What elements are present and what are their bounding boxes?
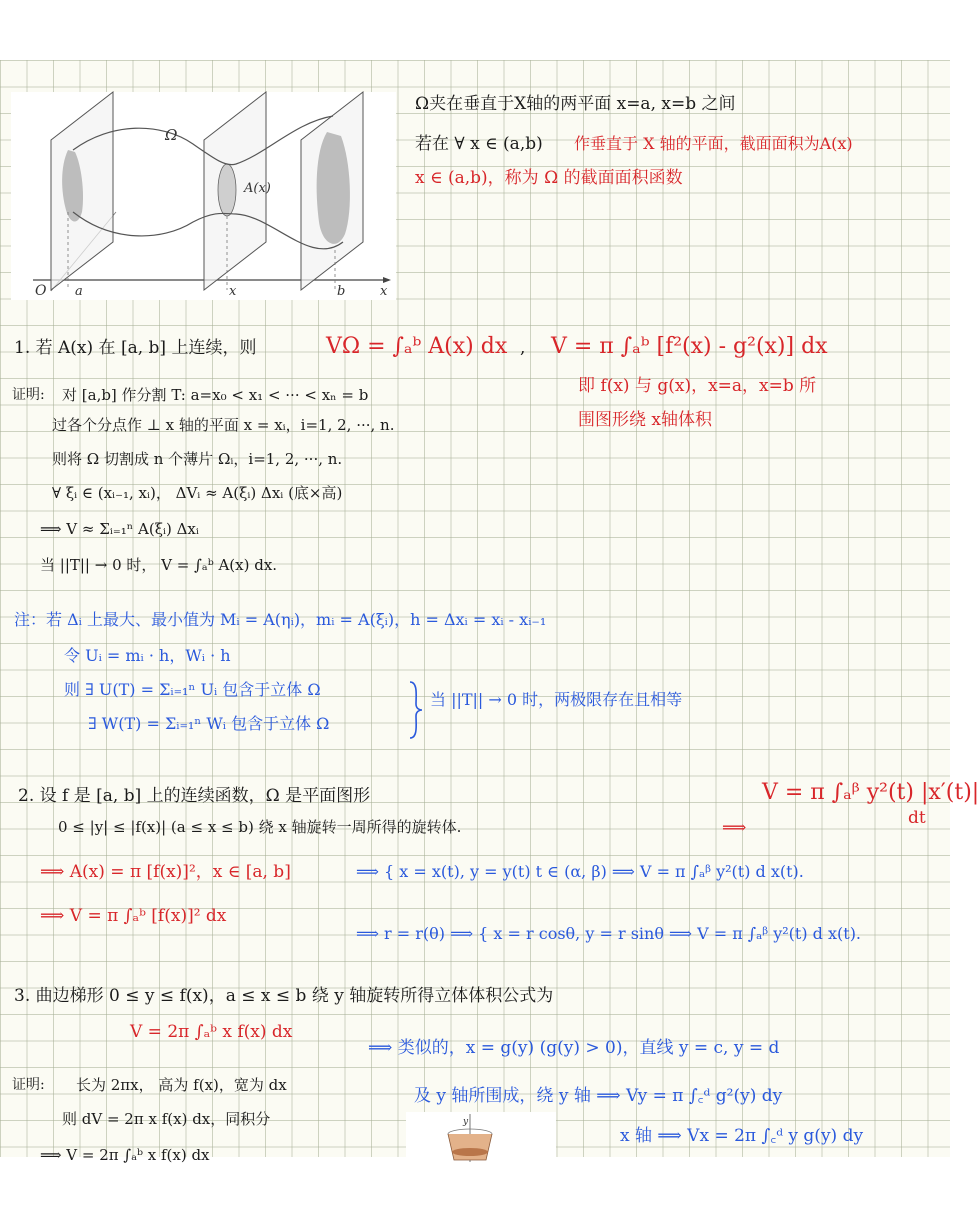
a-label: a xyxy=(75,284,83,299)
omega-label: Ω xyxy=(165,126,178,144)
section1-proof-line-6: 当 ||T|| → 0 时， V = ∫ₐᵇ A(x) dx. xyxy=(40,556,278,574)
xaxis-label: x xyxy=(380,284,388,299)
origin-label: O xyxy=(35,283,47,299)
section-ax xyxy=(218,164,236,216)
section3-proof-line-3: ⟹ V = 2π ∫ₐᵇ x f(x) dx xyxy=(40,1146,210,1164)
intro-line-2a: 若在 ∀ x ∈ (a,b) xyxy=(415,134,543,154)
section1-comma: , xyxy=(520,338,526,358)
section2-line-1: 2. 设 f 是 [a, b] 上的连续函数，Ω 是平面图形 xyxy=(18,786,371,806)
intro-line-3: x ∈ (a,b)，称为 Ω 的截面面积函数 xyxy=(415,168,683,188)
section2-dt: dt xyxy=(908,808,926,828)
section1-rotation-note-1: 即 f(x) 与 g(x)，x=a，x=b 所 xyxy=(578,376,817,396)
ax-label: A(x) xyxy=(244,181,271,196)
note-line-1: 注：若 Δᵢ 上最大、最小值为 Mᵢ = A(ηᵢ)，mᵢ = A(ξᵢ)，h = Δxᵢ = xᵢ - xᵢ₋₁ xyxy=(14,610,547,629)
notes-page xyxy=(0,60,979,1164)
section1-proof-line-3: 则将 Ω 切割成 n 个薄片 Ωᵢ，i=1, 2, ···, n. xyxy=(52,450,343,468)
shell-method-figure xyxy=(406,1112,556,1162)
section1-proof-line-5: ⟹ V ≈ Σᵢ₌₁ⁿ A(ξᵢ) Δxᵢ xyxy=(40,520,199,538)
section1-heading: 1. 若 A(x) 在 [a, b] 上连续，则 xyxy=(14,338,257,358)
note-line-2: 令 Uᵢ = mᵢ · h，Wᵢ · h xyxy=(64,646,231,665)
section2-red-line-1: ⟹ A(x) = π [f(x)]²，x ∈ [a, b] xyxy=(40,862,291,882)
section1-proof-line-1: 对 [a,b] 作分割 T: a=x₀ < x₁ < ··· < xₙ = b xyxy=(62,386,369,404)
x-axis-arrow xyxy=(383,277,391,283)
section1-rotation-formula: V = π ∫ₐᵇ [f²(x) - g²(x)] dx xyxy=(551,334,828,359)
section3-proof-label: 证明: xyxy=(12,1077,45,1093)
solid-cross-section-figure xyxy=(11,92,396,300)
section2-top-formula: V = π ∫ₐᵝ y²(t) |x′(t)| xyxy=(762,780,979,805)
section2-red-line-2: ⟹ V = π ∫ₐᵇ [f(x)]² dx xyxy=(40,906,227,926)
section2-param-line: ⟹ { x = x(t), y = y(t) t ∈ (α, β) ⟹ V = π ∫ₐᵝ y²(t) d x(t). xyxy=(356,862,804,881)
section2-polar-line: ⟹ r = r(θ) ⟹ { x = r cosθ, y = r sinθ ⟹ V = π ∫ₐᵝ y²(t) d x(t). xyxy=(356,924,862,943)
section1-proof-label: 证明: xyxy=(12,387,45,403)
x-label: x xyxy=(229,284,237,299)
note-line-5: 当 ||T|| → 0 时，两极限存在且相等 xyxy=(430,690,683,709)
section3-line-1: 3. 曲边梯形 0 ≤ y ≤ f(x)，a ≤ x ≤ b 绕 y 轴旋转所得立体体积公式为 xyxy=(14,986,554,1006)
section1-proof-line-4: ∀ ξᵢ ∈ (xᵢ₋₁, xᵢ)， ΔVᵢ ≈ A(ξᵢ) Δxᵢ (底×高) xyxy=(52,484,343,502)
section3-blue-line-1: ⟹ 类似的，x = g(y) (g(y) > 0)，直线 y = c, y = d xyxy=(368,1038,780,1058)
section1-rotation-note-2: 围图形绕 x轴体积 xyxy=(578,410,712,430)
section3-formula: V = 2π ∫ₐᵇ x f(x) dx xyxy=(130,1022,293,1042)
section3-blue-line-2: 及 y 轴所围成，绕 y 轴 ⟹ Vy = π ∫꜀ᵈ g²(y) dy xyxy=(414,1086,783,1106)
note-line-4: ∃ W(T) = Σᵢ₌₁ⁿ Wᵢ 包含于立体 Ω xyxy=(88,714,330,733)
section1-formula: VΩ = ∫ₐᵇ A(x) dx xyxy=(326,334,508,359)
fig2-y-label: y xyxy=(463,1117,469,1127)
section1-proof-line-2: 过各个分点作 ⊥ x 轴的平面 x = xᵢ，i=1, 2, ···, n. xyxy=(52,416,395,434)
section3-proof-line-2: 则 dV = 2π x f(x) dx，同积分 xyxy=(62,1110,271,1128)
cup-diagram xyxy=(406,1112,556,1162)
solid-diagram xyxy=(11,92,396,300)
intro-line-2b: 作垂直于 X 轴的平面，截面面积为A(x) xyxy=(574,134,853,153)
section3-blue-line-3: x 轴 ⟹ Vx = 2π ∫꜀ᵈ y g(y) dy xyxy=(620,1126,864,1146)
section3-proof-line-1: 长为 2πx， 高为 f(x)，宽为 dx xyxy=(76,1076,287,1094)
intro-line-1: Ω夹在垂直于X轴的两平面 x=a, x=b 之间 xyxy=(415,94,736,114)
note-brace xyxy=(402,680,424,740)
note-line-3: 则 ∃ U(T) = Σᵢ₌₁ⁿ Uᵢ 包含于立体 Ω xyxy=(64,680,321,699)
section2-line-2: 0 ≤ |y| ≤ |f(x)| (a ≤ x ≤ b) 绕 x 轴旋转一周所得的旋转体. xyxy=(58,818,462,836)
b-label: b xyxy=(337,284,346,299)
section2-arrow: ⟹ xyxy=(722,818,747,838)
